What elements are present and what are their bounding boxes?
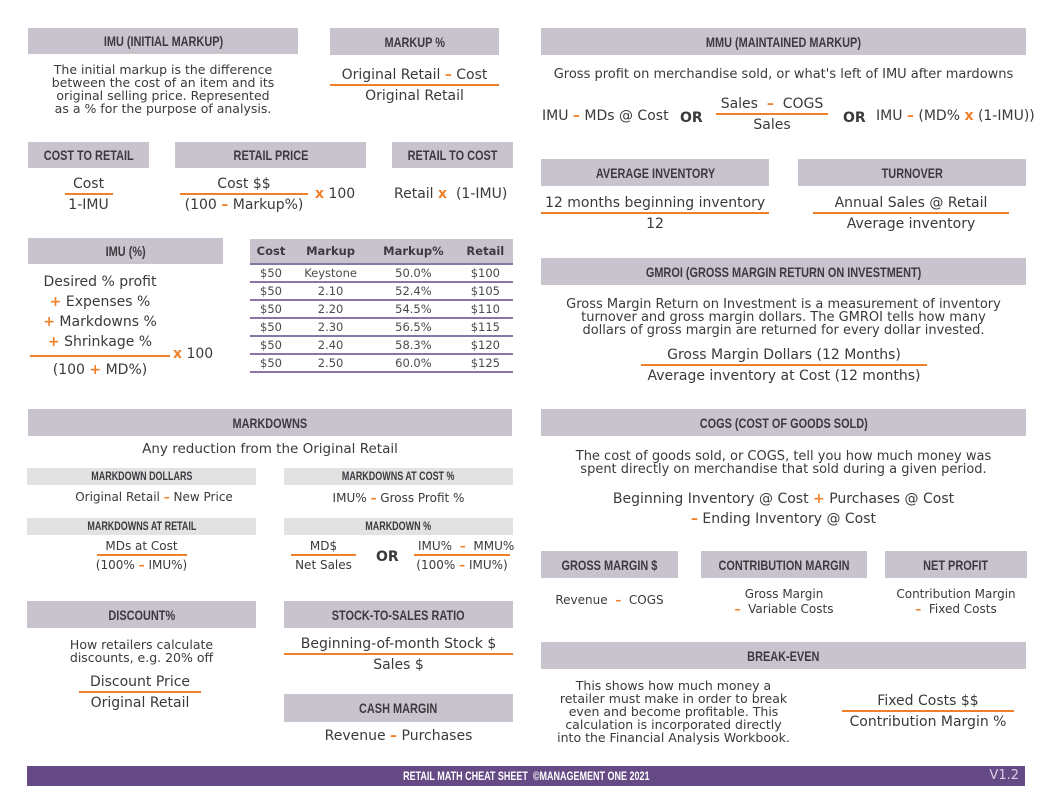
fraction-denominator — [185, 195, 304, 213]
break-even-desc-line: retailer must make in order to break — [559, 691, 788, 706]
column-header: Retail — [458, 239, 513, 264]
fraction-denominator: Net Sales — [295, 558, 352, 572]
contribution-margin-title: CONTRIBUTION MARGIN — [718, 556, 850, 573]
minus-operator: – — [459, 558, 466, 572]
break-even-formula — [842, 693, 1014, 730]
fraction-numerator: 12 months beginning inventory — [541, 195, 769, 214]
markdown-pct-title: MARKDOWN % — [365, 520, 432, 533]
term: Variable Costs — [748, 602, 834, 616]
cogs-description — [541, 450, 1026, 476]
table-header-row — [250, 239, 513, 264]
imu-desc-line: between the cost of an item and its — [51, 75, 275, 90]
footer-title — [27, 766, 1025, 786]
mmu-header — [541, 28, 1026, 55]
version-label: V1.2 — [989, 768, 1019, 783]
gmroi-header — [541, 258, 1026, 285]
multiply-operator: x — [964, 108, 974, 124]
markdown-dollars-formula — [27, 491, 281, 504]
markdowns-title: MARKDOWNS — [232, 414, 308, 431]
fraction-numerator — [414, 539, 515, 556]
term: Expenses % — [65, 294, 151, 310]
cell: 56.5% — [369, 318, 457, 336]
gross-margin-formula — [541, 594, 678, 607]
minus-operator: – — [734, 602, 741, 616]
cell: $120 — [458, 336, 513, 354]
gmroi-title: GMROI (GROSS MARGIN RETURN ON INVESTMENT) — [645, 263, 922, 280]
cost-to-retail-formula — [28, 176, 149, 213]
cell: $50 — [250, 300, 292, 318]
term: 100 — [328, 186, 356, 202]
gmroi-desc-line: turnover and gross margin dollars. The GMROI tells how many — [581, 310, 986, 325]
cogs-formula-line-2 — [541, 509, 1026, 529]
break-even-header — [541, 642, 1026, 669]
cell: $50 — [250, 264, 292, 282]
term: Purchases — [401, 728, 473, 744]
term — [875, 602, 1037, 617]
fraction-numerator: Cost — [65, 176, 113, 195]
net-profit-title: NET PROFIT — [923, 556, 989, 573]
fraction-numerator — [716, 96, 828, 115]
markup-pct-header — [330, 28, 499, 55]
stock-to-sales-formula — [284, 636, 513, 673]
cell: 2.30 — [292, 318, 369, 336]
term — [30, 292, 170, 312]
markdown-dollars-title: MARKDOWN DOLLARS — [90, 470, 193, 483]
term: IMU — [542, 108, 569, 124]
term: Contribution Margin — [896, 587, 1016, 601]
cell: 2.40 — [292, 336, 369, 354]
fraction-numerator: Annual Sales @ Retail — [813, 195, 1009, 214]
retail-to-cost-title: RETAIL TO COST — [407, 147, 498, 163]
term: Original Retail — [75, 490, 160, 504]
stock-to-sales-title: STOCK-TO-SALES RATIO — [332, 606, 465, 623]
table-row — [250, 264, 513, 282]
cogs-desc-line: The cost of goods sold, or COGS, tell you how much money was — [575, 449, 992, 464]
term: Gross Margin — [744, 587, 824, 601]
cogs-formula — [541, 489, 1026, 529]
fraction-denominator — [30, 357, 170, 380]
markup-table — [250, 239, 513, 373]
fraction-numerator: Beginning-of-month Stock $ — [284, 636, 513, 655]
fraction-numerator — [330, 67, 499, 86]
cogs-title: COGS (COST OF GOODS SOLD) — [699, 414, 868, 431]
term: Shrinkage % — [64, 334, 153, 350]
imu-pct-formula — [30, 272, 170, 380]
retail-price-header — [175, 142, 366, 168]
minus-operator: – — [690, 511, 698, 527]
term: MD%) — [105, 362, 148, 378]
fraction-denominator: Original Retail — [365, 88, 464, 104]
fraction-denominator — [96, 556, 187, 572]
gmroi-formula — [641, 347, 927, 384]
discount-formula — [27, 674, 253, 711]
cell: 2.20 — [292, 300, 369, 318]
plus-operator: + — [89, 362, 102, 378]
gross-margin-title: GROSS MARGIN $ — [561, 556, 658, 573]
imu-desc-line: The initial markup is the difference — [53, 62, 273, 77]
cell: $50 — [250, 282, 292, 300]
minus-operator: – — [915, 602, 922, 616]
fraction-numerator: Discount Price — [79, 674, 201, 693]
cost-to-retail-header — [28, 142, 149, 168]
cell: $50 — [250, 354, 292, 372]
plus-operator: + — [43, 314, 55, 330]
imu-desc-line: original selling price. Represented — [56, 88, 270, 103]
minus-operator: – — [906, 108, 914, 124]
fraction-denominator: Contribution Margin % — [849, 714, 1007, 730]
cell: $50 — [250, 336, 292, 354]
multiply-operator: x — [438, 186, 448, 202]
table-row — [250, 300, 513, 318]
gmroi-desc-line: Gross Margin Return on Investment is a measurement of inventory — [566, 297, 1001, 312]
cell: 2.10 — [292, 282, 369, 300]
markdown-dollars-header — [27, 468, 256, 485]
term: Sales — [720, 96, 758, 112]
minus-operator: – — [615, 593, 622, 607]
or-label: OR — [843, 110, 866, 126]
break-even-desc-line: This shows how much money a — [575, 678, 772, 693]
column-header: Markup — [292, 239, 369, 264]
markdowns-at-cost-title: MARKDOWNS AT COST % — [342, 470, 455, 483]
cash-margin-title: CASH MARGIN — [359, 700, 438, 716]
markdown-pct-formula-2 — [414, 539, 515, 572]
markdowns-at-retail-header — [27, 518, 256, 535]
term: IMU% — [418, 539, 453, 553]
retail-price-formula — [180, 176, 308, 213]
imu-pct-multiplier — [173, 346, 213, 362]
footer-text: RETAIL MATH CHEAT SHEET ©MANAGEMENT ONE 2021 — [402, 769, 650, 783]
imu-pct-title: IMU (%) — [105, 243, 146, 259]
markdowns-at-retail-title: MARKDOWNS AT RETAIL — [87, 520, 196, 533]
net-profit-formula — [875, 587, 1037, 617]
minus-operator: – — [766, 96, 774, 112]
fraction-denominator: Average inventory at Cost (12 months) — [647, 368, 921, 384]
plus-operator: + — [813, 491, 825, 507]
markdowns-at-cost-formula — [284, 492, 513, 505]
term: Markdowns % — [59, 314, 157, 330]
minus-operator: – — [390, 728, 398, 744]
fraction-denominator: 1-IMU — [68, 197, 109, 213]
term: (100 — [184, 197, 217, 213]
mmu-title: MMU (MAINTAINED MARKUP) — [705, 33, 862, 50]
term: Original Retail — [341, 67, 441, 83]
break-even-description — [541, 679, 806, 744]
term: Purchases @ Cost — [829, 491, 955, 507]
cell: $105 — [458, 282, 513, 300]
mmu-formula-3 — [876, 108, 1035, 124]
retail-price-title: RETAIL PRICE — [233, 147, 308, 163]
column-header: Cost — [250, 239, 292, 264]
markdowns-description: Any reduction from the Original Retail — [142, 441, 398, 457]
minus-operator: – — [572, 108, 580, 124]
fraction-numerator: Gross Margin Dollars (12 Months) — [641, 347, 927, 366]
break-even-desc-line: calculation is incorporated directly — [565, 717, 782, 732]
cell: 52.4% — [369, 282, 457, 300]
cell: 58.3% — [369, 336, 457, 354]
cell: 2.50 — [292, 354, 369, 372]
stock-to-sales-header — [284, 601, 513, 628]
gmroi-desc-line: dollars of gross margin are returned for every dollar invested. — [582, 323, 985, 338]
cogs-formula-line-1 — [541, 489, 1026, 509]
cell: 60.0% — [369, 354, 457, 372]
imu-desc-line: as a % for the purpose of analysis. — [54, 101, 272, 116]
cash-margin-formula — [284, 730, 513, 743]
term: (MD% — [918, 108, 960, 124]
cell: 50.0% — [369, 264, 457, 282]
minus-operator: – — [138, 558, 145, 572]
minus-operator: – — [444, 67, 452, 83]
imu-pct-header — [28, 238, 223, 264]
retail-to-cost-header — [392, 142, 513, 168]
term: Cost — [456, 67, 488, 83]
table-row — [250, 336, 513, 354]
markup-pct-title: MARKUP % — [384, 33, 445, 50]
mmu-description: Gross profit on merchandise sold, or what's left of IMU after mardowns — [553, 67, 1014, 82]
term: (100 — [52, 362, 85, 378]
term: Beginning Inventory @ Cost — [612, 491, 809, 507]
avg-inventory-formula — [541, 195, 769, 232]
fraction-denominator: 12 — [646, 216, 664, 232]
fraction-numerator: MD$ — [291, 539, 356, 556]
cell: $100 — [458, 264, 513, 282]
term: IMU%) — [468, 558, 508, 572]
minus-operator: – — [370, 491, 377, 505]
discount-description — [27, 638, 256, 664]
break-even-desc-line: into the Financial Analysis Workbook. — [557, 730, 790, 745]
term: Revenue — [555, 593, 608, 607]
multiply-operator: x — [315, 186, 325, 202]
net-profit-header — [885, 551, 1027, 578]
gross-margin-header — [541, 551, 678, 578]
markdowns-header — [28, 409, 512, 436]
or-label: OR — [376, 549, 399, 565]
fraction-denominator: Sales $ — [373, 657, 424, 673]
term — [30, 332, 170, 357]
fraction-denominator: Sales — [753, 117, 791, 133]
cell: $110 — [458, 300, 513, 318]
multiply-operator: x — [173, 346, 183, 362]
cash-margin-header — [284, 694, 513, 722]
fraction-denominator: Average inventory — [846, 216, 976, 232]
cell: 54.5% — [369, 300, 457, 318]
term: (100% — [416, 558, 456, 572]
retail-price-multiplier — [315, 186, 355, 202]
mmu-formula-2 — [716, 96, 828, 133]
break-even-desc-line: even and become profitable. This — [568, 704, 779, 719]
fraction-denominator — [416, 556, 507, 572]
term: IMU — [876, 108, 903, 124]
column-header: Markup% — [369, 239, 457, 264]
fraction-denominator: Original Retail — [90, 695, 190, 711]
avg-inventory-header — [541, 159, 769, 186]
term: Retail — [394, 186, 434, 202]
term: Ending Inventory @ Cost — [702, 511, 877, 527]
term: IMU%) — [148, 558, 188, 572]
minus-operator: – — [459, 539, 466, 553]
turnover-title: TURNOVER — [881, 164, 943, 181]
markdown-pct-formula-1 — [291, 539, 356, 572]
term: 100 — [186, 346, 214, 362]
plus-operator: + — [49, 294, 62, 310]
cell: $50 — [250, 318, 292, 336]
term: Fixed Costs — [928, 602, 997, 616]
cell: Keystone — [292, 264, 369, 282]
cell: $115 — [458, 318, 513, 336]
discount-desc-line: discounts, e.g. 20% off — [69, 650, 214, 665]
term: Gross Profit % — [380, 491, 465, 505]
term: (1-IMU)) — [977, 108, 1035, 124]
term: COGS — [628, 593, 664, 607]
minus-operator: – — [163, 490, 170, 504]
footer-bar — [27, 766, 1025, 786]
fraction-numerator: Fixed Costs $$ — [842, 693, 1014, 712]
term: MMU% — [473, 539, 515, 553]
minus-operator: – — [221, 197, 229, 213]
term: Revenue — [324, 728, 386, 744]
or-label: OR — [680, 110, 703, 126]
term: COGS — [782, 96, 824, 112]
turnover-header — [798, 159, 1026, 186]
retail-to-cost-formula — [394, 186, 507, 202]
gmroi-description — [541, 298, 1026, 337]
imu-header — [28, 28, 298, 54]
mmu-formula-1 — [542, 108, 669, 124]
markdown-pct-header — [284, 518, 513, 535]
plus-operator: + — [47, 334, 60, 350]
cogs-desc-line: spent directly on merchandise that sold during a given period. — [580, 462, 987, 477]
markup-pct-formula — [330, 67, 499, 104]
term: New Price — [173, 490, 233, 504]
turnover-formula — [813, 195, 1009, 232]
term: (1-IMU) — [455, 186, 508, 202]
term: MDs @ Cost — [584, 108, 669, 124]
contribution-margin-formula — [701, 587, 867, 617]
term: Markup%) — [232, 197, 304, 213]
term: IMU% — [332, 491, 367, 505]
fraction-numerator: Cost $$ — [180, 176, 308, 195]
term — [701, 602, 867, 617]
table-row — [250, 318, 513, 336]
term: Desired % profit — [43, 274, 157, 290]
table-row — [250, 282, 513, 300]
term — [30, 312, 170, 332]
break-even-title: BREAK-EVEN — [747, 647, 820, 664]
discount-title: DISCOUNT% — [108, 606, 175, 623]
markdowns-at-cost-header — [284, 468, 513, 485]
term: (100% — [95, 558, 135, 572]
cogs-header — [541, 409, 1026, 436]
markdowns-at-retail-formula — [27, 539, 256, 572]
discount-desc-line: How retailers calculate — [69, 637, 214, 652]
table-row — [250, 354, 513, 372]
imu-description — [28, 63, 298, 115]
cell: $125 — [458, 354, 513, 372]
imu-title: IMU (INITIAL MARKUP) — [103, 33, 223, 49]
fraction-numerator: MDs at Cost — [97, 539, 187, 556]
contribution-margin-header — [701, 551, 867, 578]
cost-to-retail-title: COST TO RETAIL — [43, 147, 134, 163]
avg-inventory-title: AVERAGE INVENTORY — [595, 164, 715, 181]
discount-header — [27, 601, 256, 628]
